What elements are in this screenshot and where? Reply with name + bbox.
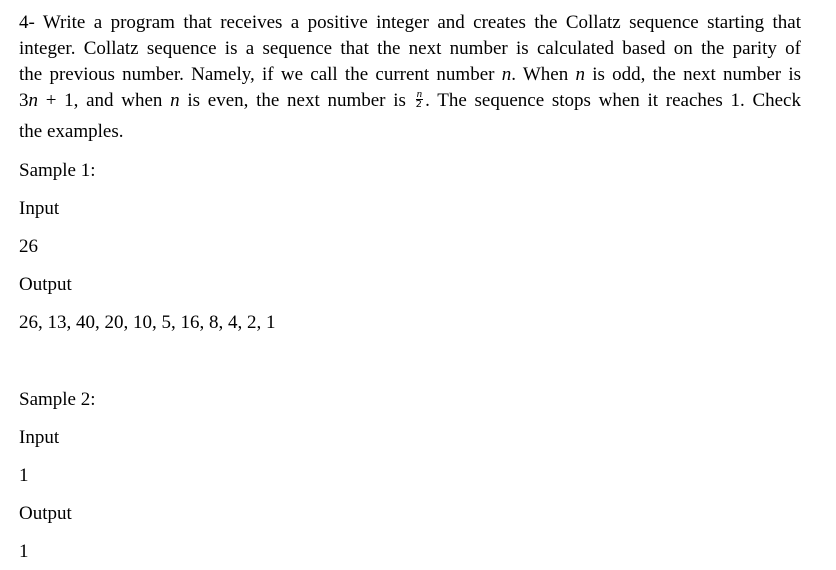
problem-line-4 [19, 88, 801, 114]
problem-line-2: integer. Collatz sequence is a sequence that the next number is calculated based on the parity of [19, 38, 801, 59]
problem-text: . The sequence stops when it reaches 1. Check [425, 90, 801, 111]
problem-text: + 1, and when [38, 90, 171, 111]
math-variable: n [28, 90, 38, 111]
sample-2-output-value: 1 [19, 541, 29, 562]
fraction-numerator: n [416, 88, 423, 101]
problem-text: the previous number. Namely, if we call the current number [19, 64, 502, 85]
problem-text: is odd, the next number is [584, 64, 802, 85]
problem-line-5: the examples. [19, 121, 124, 142]
sample-1-output-value: 26, 13, 40, 20, 10, 5, 16, 8, 4, 2, 1 [19, 312, 276, 333]
math-variable: n [501, 64, 512, 85]
math-variable: n [575, 64, 585, 85]
sample-1-title: Sample 1: [19, 160, 96, 181]
problem-text: is even, the next number is [179, 90, 414, 111]
sample-1-output-label: Output [19, 274, 72, 295]
sample-1-input-label: Input [19, 198, 60, 219]
problem-text: . When [511, 64, 576, 85]
sample-2-input-value: 1 [19, 465, 29, 486]
problem-line-1: 4- Write a program that receives a positive integer and creates the Collatz sequence starting that [19, 12, 801, 33]
sample-2-output-label: Output [19, 503, 72, 524]
fraction-n-over-2 [416, 89, 424, 110]
sample-2-title: Sample 2: [19, 389, 96, 410]
math-number: 3 [19, 90, 29, 111]
sample-2-input-label: Input [19, 427, 60, 448]
problem-line-3 [19, 62, 801, 88]
sample-1-input-value: 26 [19, 236, 38, 257]
fraction-denominator: 2 [415, 99, 422, 111]
math-variable: n [170, 90, 180, 111]
problem-statement [19, 10, 801, 145]
